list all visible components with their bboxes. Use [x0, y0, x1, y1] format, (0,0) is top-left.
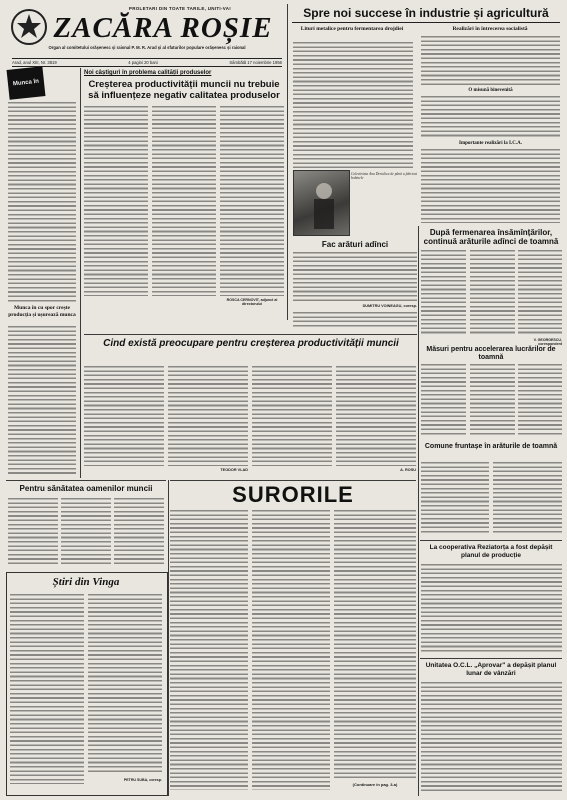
issue-pages-price: 4 pagini 20 bani [128, 60, 158, 65]
masthead-issue-bar [12, 58, 282, 67]
ucl-title: Unitatea O.C.L. „Aprovar" a depășit planul lunar de vânzări [425, 662, 557, 677]
masuri-col-a [421, 364, 466, 436]
photo-caption: Colectivista Ana Dreiulica de până a fabricat bobinele [351, 172, 417, 181]
center-col-c [220, 106, 284, 296]
health-col-c [114, 498, 164, 566]
coop-title: La cooperativa Reziatorța a fost depășit planul de producție [429, 544, 553, 559]
issue-number: Arad, anul XIII, Nr. 3819 [12, 60, 57, 65]
surorile-col-c [334, 510, 416, 778]
center-col-a [84, 106, 148, 296]
big-col-c [518, 250, 562, 336]
rule-surorile [170, 480, 416, 481]
divider-main [287, 4, 288, 320]
masthead-subtitle: Organ al comitetului orășenesc și raional P. M. R. Arad și al sfaturilor populare orășenesc și raional [48, 45, 246, 50]
surorile-continuation: (Continuare în pag. 3-a) [352, 782, 398, 787]
right-col2-title: Realizări în întrecerea socialistă [452, 26, 528, 32]
right-col2-low-text [421, 149, 560, 223]
mid-col-c [252, 366, 332, 466]
ucl-text [421, 682, 562, 794]
right-col1-text [293, 42, 413, 168]
surorile-col-a [170, 510, 248, 790]
masthead-motto: PROLETARI DIN TOATE TARILE, UNITI-VA! [128, 6, 232, 11]
health-col-b [61, 498, 111, 566]
masthead-emblem [10, 8, 48, 46]
right-col2-mid-text [421, 96, 560, 138]
masuri-col-b [470, 364, 515, 436]
right-col1-title: Lituri metalice pentru fermentarea drojdiei [300, 26, 404, 32]
big-sign: V. GEORGESCU, corespondent [533, 338, 562, 346]
right-col2-text [421, 36, 560, 86]
center-header-small: Noi câștiguri în problema calității produselor [84, 70, 212, 76]
comune-col-a [421, 462, 489, 534]
surorile-col-b [252, 510, 330, 790]
vinga-sign: PETRU SUBA, coresp. [123, 778, 162, 782]
box-text-arature [293, 252, 417, 302]
health-title: Pentru sănătatea oamenilor muncii [19, 484, 153, 493]
hammer-sickle-star-icon [10, 8, 48, 46]
surorile-title: SURORILE [232, 482, 354, 507]
rule-coop [420, 540, 562, 541]
mid-sign: TEODOR VLAD [220, 468, 248, 472]
box-title-arature: Fac arături adînci [321, 240, 389, 249]
left-column-tab: Munca în [7, 66, 46, 100]
mid-col-a [84, 366, 164, 466]
rule-ucl [420, 658, 562, 659]
vinga-col-b [88, 594, 162, 774]
masuri-col-c [518, 364, 562, 436]
vinga-title: Știri din Vinga [52, 576, 120, 588]
center-article-sign: ROSCA CERNOVIT, adjunct al directorului [226, 298, 278, 306]
divider-surorile [168, 480, 169, 796]
big-col-a [421, 250, 466, 336]
comune-col-b [493, 462, 562, 534]
divider-left [80, 68, 81, 478]
left-col-text-1 [8, 102, 76, 302]
coop-text [421, 564, 562, 652]
center-col-b [152, 106, 216, 296]
box-sign: DUMITRU VOINEAGU, coresp. [362, 304, 417, 308]
mid-col-b [168, 366, 248, 466]
rule-health [6, 480, 166, 481]
issue-date: Sâmbătă 17 noiembrie 1956 [229, 60, 282, 65]
mid-sign-2: A. ROSU [400, 468, 416, 472]
rule-mid [84, 334, 417, 335]
masthead-title: ZACĂRA ROȘIE [53, 12, 273, 44]
right-col2-low-title: Importante realizări la I.C.A. [459, 141, 522, 146]
big-col-b [470, 250, 515, 336]
right-banner-title: Spre noi succese în industrie și agricultură [292, 6, 560, 23]
left-col-text-2 [8, 326, 76, 474]
mid-col-d [336, 366, 416, 466]
side-title-comune: Comune fruntașe în arăturile de toamnă [424, 443, 558, 450]
center-col-d [293, 312, 417, 328]
center-article-title: Creșterea productivității muncii nu trebuie să influențeze negativ calitatea produselor [88, 79, 280, 101]
photo-worker [293, 170, 350, 236]
big-title-arature: După fermenarea însămînțărilor, continuă arăturile adînci de toamnă [423, 228, 559, 246]
health-col-a [8, 498, 58, 566]
vinga-col-a [10, 594, 84, 784]
divider-right [418, 226, 419, 796]
right-col2-mid-title: O misună binevenită [468, 88, 513, 93]
subheading-masuri: Măsuri pentru accelerarea lucrărilor de toamnă [426, 346, 556, 361]
photo-figure-icon [294, 171, 349, 235]
left-section-title: Munca în cu spor crește producția și ușurează munca [8, 305, 76, 318]
mid-banner-title: Cind există preocupare pentru creșterea productivității muncii [103, 338, 399, 349]
